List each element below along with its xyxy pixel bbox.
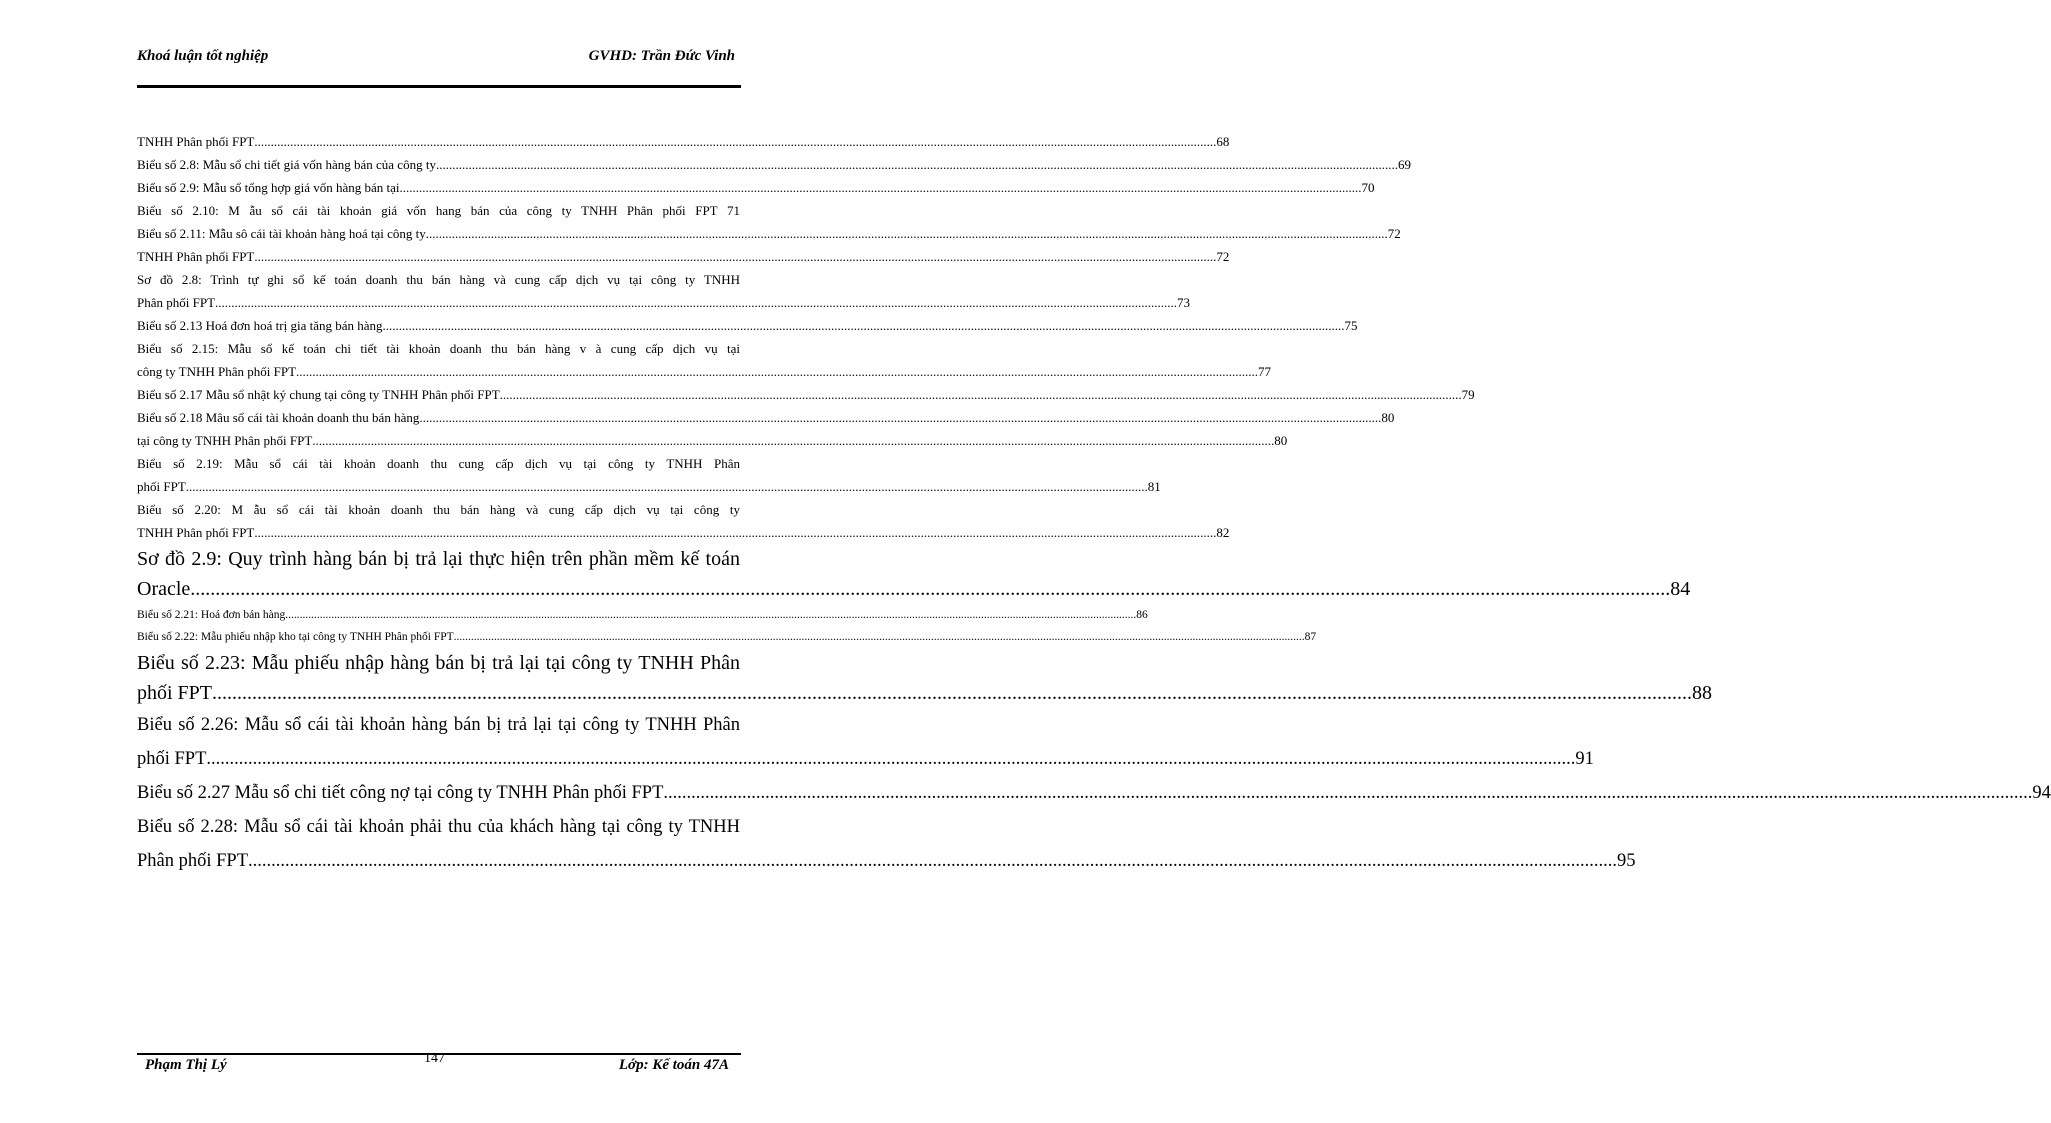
toc-dot-leader [296, 360, 1258, 383]
toc-dot-leader [212, 678, 1692, 708]
toc-entry-page: 72 [1387, 226, 1401, 241]
toc-entry[interactable] [137, 776, 2051, 810]
toc-entry-page: 80 [1381, 410, 1395, 425]
footer-author: Phạm Thị Lý [145, 1057, 227, 1073]
toc-dot-leader [254, 521, 1216, 544]
toc-entry[interactable] [137, 176, 1375, 199]
toc-dot-leader [285, 604, 1136, 626]
toc-entry-page: 69 [1397, 157, 1411, 172]
page-footer [137, 1051, 739, 1079]
toc-entry-title: Biểu số 2.23: Mẫu phiếu nhập hàng bán bị trả lại tại công ty TNHH Phân [137, 652, 740, 674]
toc-entry-title: TNHH Phân phối FPT [137, 525, 255, 540]
toc-dot-leader [248, 844, 1617, 878]
toc-dot-leader [663, 776, 2032, 810]
toc-entry-page: 73 [1177, 295, 1191, 310]
toc-entry-page: 80 [1274, 433, 1288, 448]
toc-entry-title: Sơ đồ 2.9: Quy trình hàng bán bị trả lại thực hiện trên phần mềm kế toán [137, 548, 740, 570]
toc-entry[interactable] [137, 406, 1395, 429]
toc-dot-leader [190, 574, 1670, 604]
toc-entry-page: 75 [1344, 318, 1358, 333]
header-thesis-title: Khoá luận tốt nghiệp [137, 48, 269, 64]
toc-entry-page: 82 [1216, 525, 1230, 540]
toc-entry-title: Biểu số 2.10: M ẫu sổ cái tài khoản giá vốn hang bán của công ty TNHH Phân phối FPT 71 [137, 203, 740, 218]
toc-entry-title: Biểu số 2.8: Mẫu sổ chi tiết giá vốn hàng bán của công ty [137, 157, 436, 172]
toc-entry[interactable] [137, 452, 740, 475]
toc-entry-page: 70 [1361, 180, 1375, 195]
toc-dot-leader [254, 245, 1216, 268]
toc-entry[interactable] [137, 429, 1288, 452]
toc-entry[interactable] [137, 678, 1713, 708]
header-divider [137, 85, 741, 88]
header-advisor: GVHD: Trần Đức Vinh [588, 48, 735, 64]
toc-dot-leader [312, 429, 1274, 452]
footer-class: Lớp: Kế toán 47A [618, 1057, 729, 1073]
toc-dot-leader [215, 291, 1177, 314]
toc-entry-title: phối FPT [137, 682, 213, 704]
toc-entry-title: Biểu số 2.26: Mẫu sổ cái tài khoản hàng bán bị trả lại tại công ty TNHH Phân [137, 715, 740, 735]
toc-entry-title: Biểu số 2.28: Mẫu sổ cái tài khoản phải thu của khách hàng tại công ty TNHH [137, 817, 740, 837]
toc-entry[interactable] [137, 604, 1148, 626]
toc-dot-leader [436, 153, 1398, 176]
toc-entry[interactable] [137, 153, 1411, 176]
toc-dot-leader [206, 742, 1575, 776]
toc-entry-title: TNHH Phân phối FPT [137, 249, 255, 264]
toc-entry[interactable] [137, 337, 740, 360]
toc-entry-title: Phân phối FPT [137, 295, 216, 310]
toc-entry[interactable] [137, 199, 740, 222]
toc-dot-leader [400, 176, 1362, 199]
toc-entry[interactable] [137, 130, 1230, 153]
toc-entry-title: Biểu số 2.13 Hoá đơn hoá trị gia tăng bán hàng [137, 318, 383, 333]
toc-entry-title: phối FPT [137, 749, 207, 769]
toc-entry-title: Biểu số 2.15: Mẫu sổ kế toán chi tiết tài khoản doanh thu bán hàng v à cung cấp dịch vụ tại [137, 341, 740, 356]
toc-entry[interactable] [137, 498, 740, 521]
toc-entry-page: 86 [1136, 609, 1148, 621]
toc-entry-title: Oracle [137, 578, 191, 600]
toc-entry-page: 81 [1147, 479, 1161, 494]
toc-entry-title: công ty TNHH Phân phối FPT [137, 364, 297, 379]
table-of-contents [137, 130, 2051, 878]
page-header [137, 48, 739, 68]
toc-entry-title: Phân phối FPT [137, 851, 249, 871]
toc-entry-title: Biểu số 2.11: Mẫu sô cái tài khoản hàng hoá tại công ty [137, 226, 426, 241]
toc-entry[interactable] [137, 291, 1191, 314]
toc-entry-title: Biểu số 2.22: Mẫu phiếu nhập kho tại công ty TNHH Phân phối FPT [137, 631, 454, 643]
toc-entry-title: Biểu số 2.18 Mâu sổ cái tài khoản doanh thu bán hàng [137, 410, 420, 425]
toc-entry-title: phối FPT [137, 479, 186, 494]
toc-entry[interactable] [137, 626, 1317, 648]
toc-entry[interactable] [137, 521, 1230, 544]
toc-dot-leader [500, 383, 1462, 406]
toc-entry-page: 88 [1692, 682, 1713, 704]
toc-entry[interactable] [137, 648, 740, 678]
toc-entry-title: Biểu số 2.17 Mẫu sổ nhật ký chung tại công ty TNHH Phân phối FPT [137, 387, 500, 402]
toc-dot-leader [426, 222, 1388, 245]
toc-entry-title: tại công ty TNHH Phân phối FPT [137, 433, 313, 448]
toc-entry[interactable] [137, 314, 1358, 337]
footer-page-number: 147 [424, 1051, 445, 1066]
toc-entry[interactable] [137, 383, 1475, 406]
toc-entry-page: 87 [1304, 631, 1317, 643]
toc-entry-page: 77 [1258, 364, 1272, 379]
toc-entry-title: Sơ đồ 2.8: Trình tự ghi sổ kế toán doanh thu bán hàng và cung cấp dịch vụ tại công ty TNHH [137, 272, 740, 287]
toc-entry[interactable] [137, 245, 1230, 268]
toc-entry-title: TNHH Phân phối FPT [137, 134, 255, 149]
toc-entry[interactable] [137, 222, 1401, 245]
toc-entry-title: Biểu số 2.9: Mẫu sổ tổng hợp giá vốn hàng bán tại [137, 180, 400, 195]
toc-entry-title: Biểu số 2.19: Mẫu sổ cái tài khoản doanh thu cung cấp dịch vụ tại công ty TNHH Phân [137, 456, 740, 471]
toc-entry-page: 72 [1216, 249, 1230, 264]
toc-entry-title: Biểu số 2.27 Mẫu sổ chi tiết công nợ tại công ty TNHH Phân phối FPT [137, 783, 664, 803]
toc-entry-title: Biểu số 2.21: Hoá đơn bán hàng [137, 609, 286, 621]
toc-dot-leader [383, 314, 1345, 337]
toc-entry[interactable] [137, 742, 1594, 776]
toc-dot-leader [454, 626, 1305, 648]
toc-entry[interactable] [137, 574, 1691, 604]
toc-dot-leader [186, 475, 1148, 498]
toc-entry[interactable] [137, 708, 740, 742]
toc-entry[interactable] [137, 268, 740, 291]
toc-entry-page: 94 [2032, 783, 2051, 803]
toc-entry[interactable] [137, 544, 740, 574]
toc-entry-page: 91 [1575, 749, 1594, 769]
toc-entry[interactable] [137, 475, 1161, 498]
toc-dot-leader [419, 406, 1381, 429]
toc-entry-title: Biểu số 2.20: M ẫu sổ cái tài khoản doanh thu bán hàng và cung cấp dịch vụ tại công ty [137, 502, 740, 517]
toc-entry[interactable] [137, 810, 740, 844]
toc-entry-page: 95 [1617, 851, 1636, 871]
toc-entry[interactable] [137, 360, 1272, 383]
toc-dot-leader [254, 130, 1216, 153]
toc-entry[interactable] [137, 844, 1636, 878]
toc-entry-page: 84 [1670, 578, 1691, 600]
toc-entry-page: 68 [1216, 134, 1230, 149]
toc-entry-page: 79 [1461, 387, 1475, 402]
